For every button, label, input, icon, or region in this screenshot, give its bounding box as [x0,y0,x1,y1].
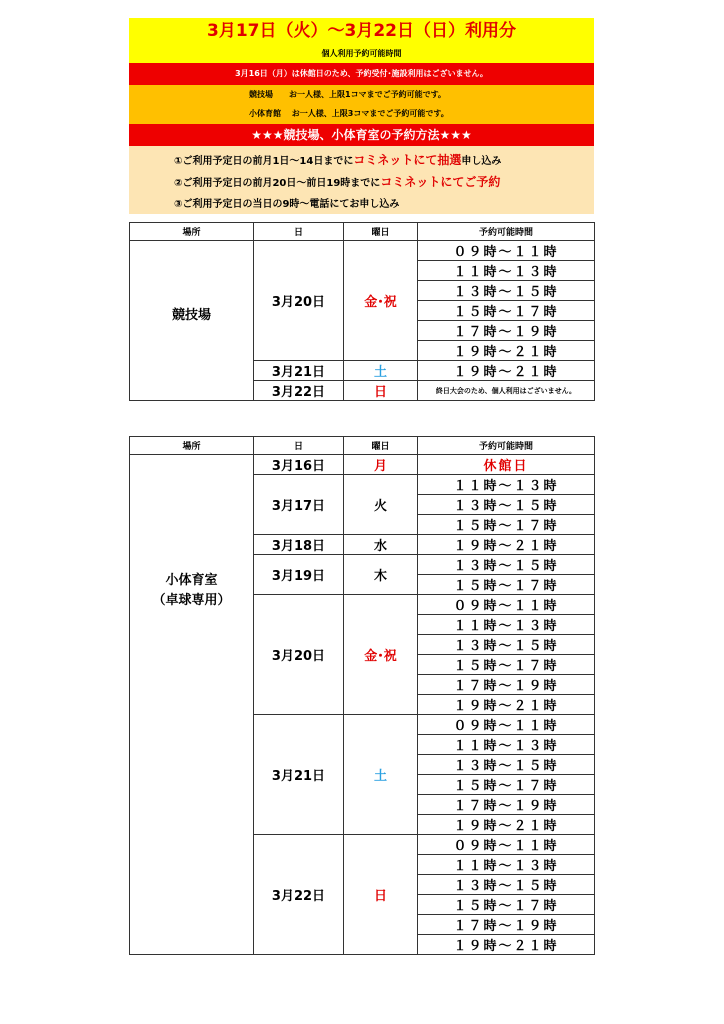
time-slot: １５時～１７時 [418,655,595,675]
arena-schedule-table [129,222,595,401]
weekday-cell: 月 [344,455,418,475]
place-name: 競技場 [171,307,211,323]
step-2 [174,173,500,190]
time-slot: ０９時～１１時 [418,715,595,735]
col-day: 日 [254,437,344,455]
day-cell: 3月20日 [254,595,344,715]
day-cell: 3月18日 [254,535,344,555]
day-cell: 3月22日 [254,835,344,955]
time-slot: １７時～１９時 [418,915,595,935]
day-cell: 3月21日 [254,361,344,381]
time-slot: １９時～２１時 [418,361,595,381]
col-time: 予約可能時間 [418,437,595,455]
weekday-cell: 土 [344,715,418,835]
day-cell: 3月19日 [254,555,344,595]
reservation-limits [129,85,594,124]
place-name: 小体育室 [165,572,218,588]
closed-day-label: 休館日 [418,455,595,475]
time-slot: ０９時～１１時 [418,241,595,261]
time-slot: ０９時～１１時 [418,595,595,615]
time-slot: １９時～２１時 [418,535,595,555]
weekday-cell: 金･祝 [344,595,418,715]
step-1-text: ①ご利用予定日の前月1日～14日までに [174,156,354,167]
time-slot: １３時～１５時 [418,755,595,775]
step-1-tail: 申し込み [461,156,502,167]
time-slot: １１時～１３時 [418,261,595,281]
time-slot: １７時～１９時 [418,795,595,815]
time-slot: １３時～１５時 [418,875,595,895]
table-row [130,455,595,475]
reservation-steps [129,146,594,214]
col-dow: 曜日 [344,223,418,241]
step-2-highlight: コミネットにてご予約 [380,175,501,189]
time-slot: １３時～１５時 [418,281,595,301]
step-1-highlight: コミネットにて抽選 [353,153,462,167]
day-cell: 3月22日 [254,381,344,401]
place-name: （卓球専用） [152,592,231,608]
step-2-text: ②ご利用予定日の前月20日～前日19時までに [174,178,381,189]
time-slot: １５時～１７時 [418,575,595,595]
weekday-cell: 土 [344,361,418,381]
info-arena: 競技場 お一人様、上限1コマまでご予約可能です。 [249,90,446,99]
time-slot: １５時～１７時 [418,895,595,915]
info-gym: 小体育館 お一人様、上限3コマまでご予約可能です。 [249,109,449,118]
method-title: ★★★競技場、小体育室の予約方法★★★ [129,124,594,146]
weekday-cell: 金･祝 [344,241,418,361]
table-row [130,241,595,261]
time-slot: １９時～２１時 [418,815,595,835]
weekday-cell: 火 [344,475,418,535]
no-reservation-note: 終日大会のため、個人利用はございません。 [418,381,595,401]
step-1 [174,151,501,168]
page-subtitle: 個人利用予約可能時間 [129,45,594,63]
page-title: 3月17日（火）～3月22日（日）利用分 [129,18,594,45]
time-slot: １７時～１９時 [418,675,595,695]
time-slot: １３時～１５時 [418,635,595,655]
time-slot: １１時～１３時 [418,475,595,495]
time-slot: １９時～２１時 [418,341,595,361]
day-cell: 3月21日 [254,715,344,835]
col-place: 場所 [130,223,254,241]
col-day: 日 [254,223,344,241]
table-header-row [130,223,595,241]
time-slot: １５時～１７時 [418,515,595,535]
col-place: 場所 [130,437,254,455]
weekday-cell: 日 [344,835,418,955]
time-slot: １１時～１３時 [418,615,595,635]
weekday-cell: 日 [344,381,418,401]
time-slot: ０９時～１１時 [418,835,595,855]
col-dow: 曜日 [344,437,418,455]
weekday-cell: 水 [344,535,418,555]
time-slot: １１時～１３時 [418,735,595,755]
gym-schedule-table [129,436,595,955]
weekday-cell: 木 [344,555,418,595]
place-cell [130,455,254,955]
place-cell [130,241,254,401]
table-header-row [130,437,595,455]
time-slot: １９時～２１時 [418,935,595,955]
day-cell: 3月16日 [254,455,344,475]
day-cell: 3月20日 [254,241,344,361]
time-slot: １５時～１７時 [418,301,595,321]
time-slot: １１時～１３時 [418,855,595,875]
time-slot: １９時～２１時 [418,695,595,715]
time-slot: １７時～１９時 [418,321,595,341]
day-cell: 3月17日 [254,475,344,535]
closed-notice: 3月16日（月）は休館日のため、予約受付･施設利用はございません。 [129,63,594,85]
time-slot: １５時～１７時 [418,775,595,795]
time-slot: １３時～１５時 [418,495,595,515]
time-slot: １３時～１５時 [418,555,595,575]
step-3: ③ご利用予定日の当日の9時～電話にてお申し込み [174,199,400,210]
col-time: 予約可能時間 [418,223,595,241]
